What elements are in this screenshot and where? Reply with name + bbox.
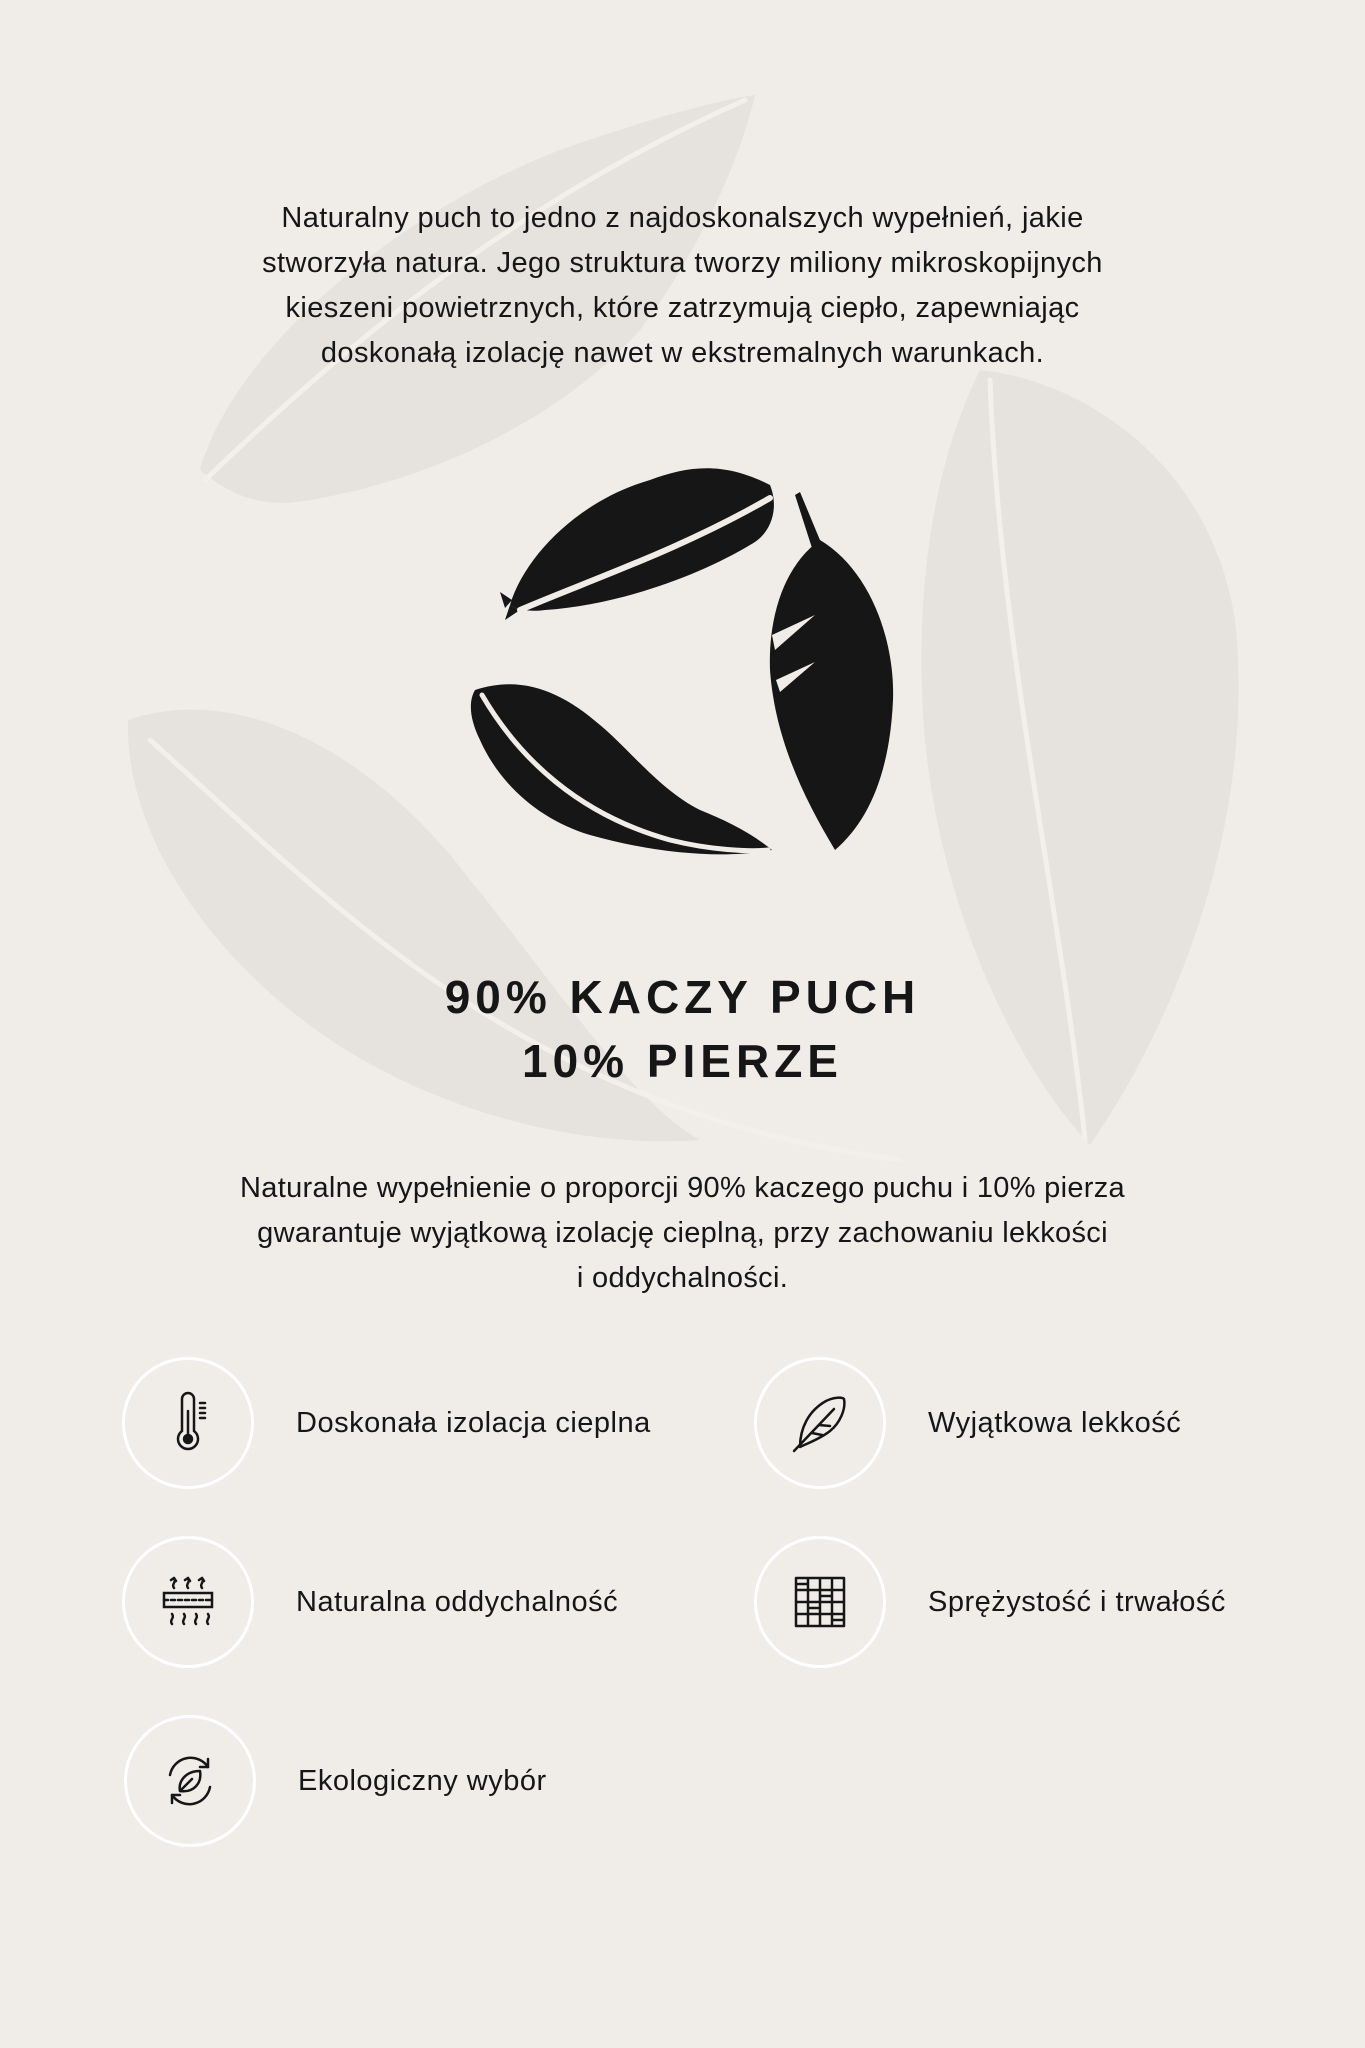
composition-line: i oddychalności. xyxy=(576,1262,789,1294)
feather-top xyxy=(500,468,774,620)
composition-line: Naturalne wypełnienie o proporcji 90% kaczego puchu i 10% pierza xyxy=(240,1172,1125,1204)
woven-fabric-icon xyxy=(786,1568,854,1636)
intro-line: kieszeni powietrznych, które zatrzymują ciepło, zapewniając xyxy=(285,292,1080,324)
feature-label: Wyjątkowa lekkość xyxy=(928,1406,1182,1439)
feature-icon-circle xyxy=(122,1357,254,1489)
feature-label: Naturalna oddychalność xyxy=(296,1585,619,1618)
feather-right xyxy=(770,492,893,850)
intro-line: doskonałą izolację nawet w ekstremalnych warunkach. xyxy=(320,337,1045,369)
composition-line: gwarantuje wyjątkową izolację cieplną, przy zachowaniu lekkości xyxy=(257,1217,1108,1249)
feature-lightness xyxy=(754,1357,1181,1489)
feature-label: Ekologiczny wybór xyxy=(298,1764,547,1797)
composition-heading-line1: 90% KACZY PUCH xyxy=(444,971,921,1023)
feature-ecological-choice xyxy=(124,1715,547,1847)
feature-thermal-insulation xyxy=(122,1357,651,1489)
feature-icon-circle xyxy=(754,1536,886,1668)
feature-icon-circle xyxy=(122,1536,254,1668)
breathable-fabric-icon xyxy=(154,1568,222,1636)
composition-heading-line2: 10% PIERZE xyxy=(522,1035,843,1087)
intro-line: Naturalny puch to jedno z najdoskonalszych wypełnień, jakie xyxy=(281,202,1084,234)
thermometer-icon xyxy=(154,1389,222,1457)
composition-description xyxy=(152,1166,1213,1301)
feature-label: Sprężystość i trwałość xyxy=(928,1585,1226,1618)
feature-icon-circle xyxy=(754,1357,886,1489)
three-feathers-logo xyxy=(450,440,915,880)
feature-icon-circle xyxy=(124,1715,256,1847)
intro-line: stworzyła natura. Jego struktura tworzy miliony mikroskopijnych xyxy=(262,247,1103,279)
feather-bottom xyxy=(471,684,772,854)
feature-resilience-durability xyxy=(754,1536,1226,1668)
intro-paragraph xyxy=(182,196,1183,376)
composition-heading xyxy=(0,965,1365,1093)
feature-label: Doskonała izolacja cieplna xyxy=(296,1406,651,1439)
feature-breathability xyxy=(122,1536,618,1668)
eco-leaf-icon xyxy=(156,1747,224,1815)
feather-icon xyxy=(786,1389,854,1457)
